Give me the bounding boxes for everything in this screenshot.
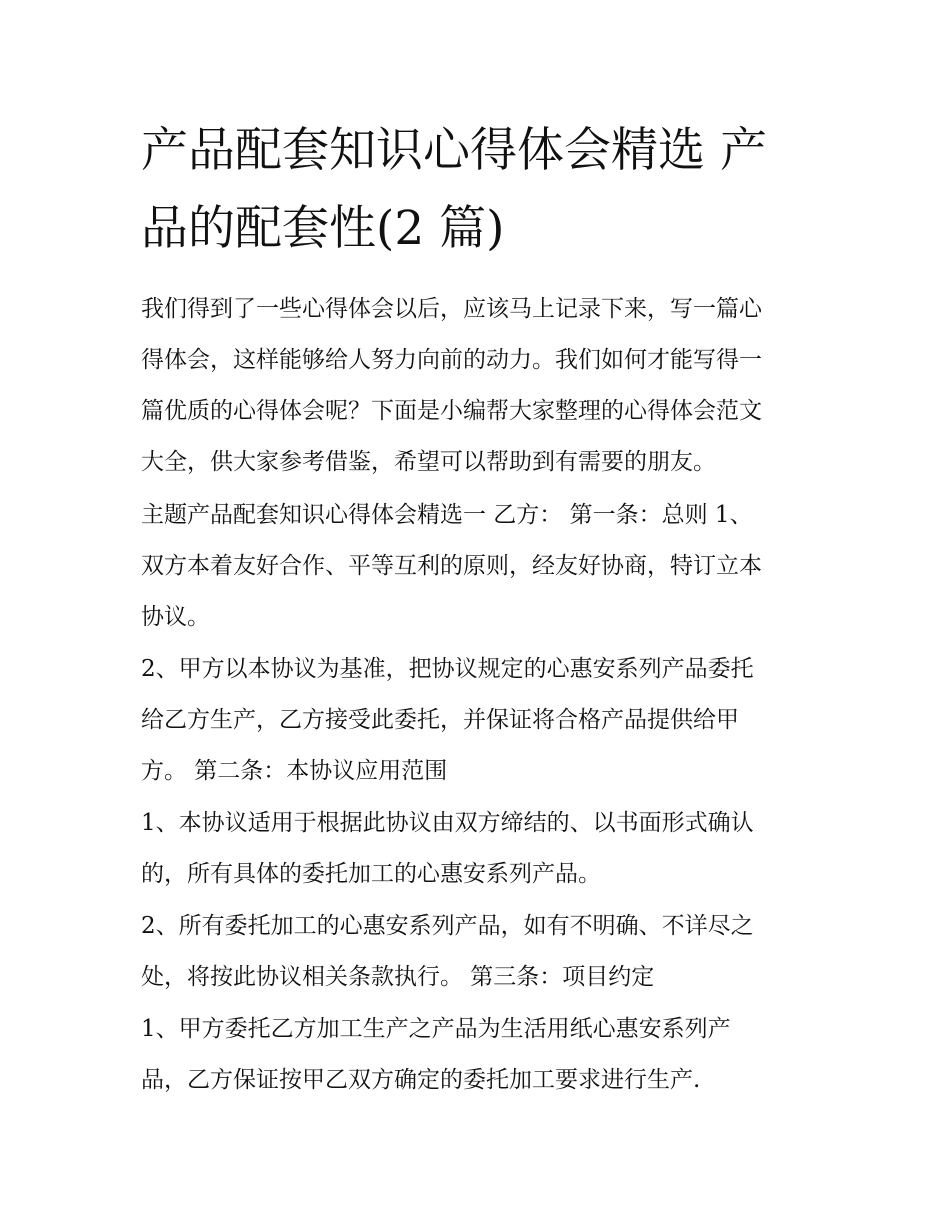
- text-line: 的，所有具体的委托加工的心惠安系列产品。: [141, 861, 601, 887]
- title-line: 品的配套性(2 篇): [141, 201, 505, 256]
- text-line: 给乙方生产，乙方接受此委托，并保证将合格产品提供给甲: [141, 707, 739, 733]
- text-line: 篇优质的心得体会呢？下面是小编帮大家整理的心得体会范文: [141, 398, 762, 424]
- document-title: [141, 112, 813, 268]
- text-line: 2、所有委托加工的心惠安系列产品，如有不明确、不详尽之: [141, 913, 754, 939]
- text-line: 大全，供大家参考借鉴，希望可以帮助到有需要的朋友。: [141, 449, 716, 475]
- text-line: 2、甲方以本协议为基准，把协议规定的心惠安系列产品委托: [141, 656, 754, 682]
- text-line: 双方本着友好合作、平等互利的原则，经友好协商，特订立本: [141, 553, 762, 579]
- text-line: 协议。: [141, 604, 210, 630]
- scope-2-paragraph: [141, 901, 813, 1003]
- text-line: 1、甲方委托乙方加工生产之产品为生活用纸心惠安系列产: [141, 1016, 731, 1042]
- text-line: 1、本协议适用于根据此协议由双方缔结的、以书面形式确认: [141, 810, 754, 836]
- text-line: 品，乙方保证按甲乙双方确定的委托加工要求进行生产.: [141, 1067, 701, 1093]
- text-line: 我们得到了一些心得体会以后，应该马上记录下来，写一篇心: [141, 296, 762, 322]
- clause-2-paragraph: [141, 644, 813, 797]
- text-line: 得体会，这样能够给人努力向前的动力。我们如何才能写得一: [141, 347, 762, 373]
- item-1-paragraph: [141, 1004, 813, 1106]
- intro-paragraph: [141, 284, 813, 488]
- scope-1-paragraph: [141, 798, 813, 900]
- text-line: 主题产品配套知识心得体会精选一 乙方： 第一条：总则 1、: [141, 502, 753, 528]
- title-line: 产品配套知识心得体会精选 产: [141, 123, 767, 178]
- document-content: [141, 112, 813, 1106]
- theme-paragraph: [141, 490, 813, 643]
- text-line: 方。 第二条：本协议应用范围: [141, 758, 448, 784]
- text-line: 处，将按此协议相关条款执行。 第三条：项目约定: [141, 964, 655, 990]
